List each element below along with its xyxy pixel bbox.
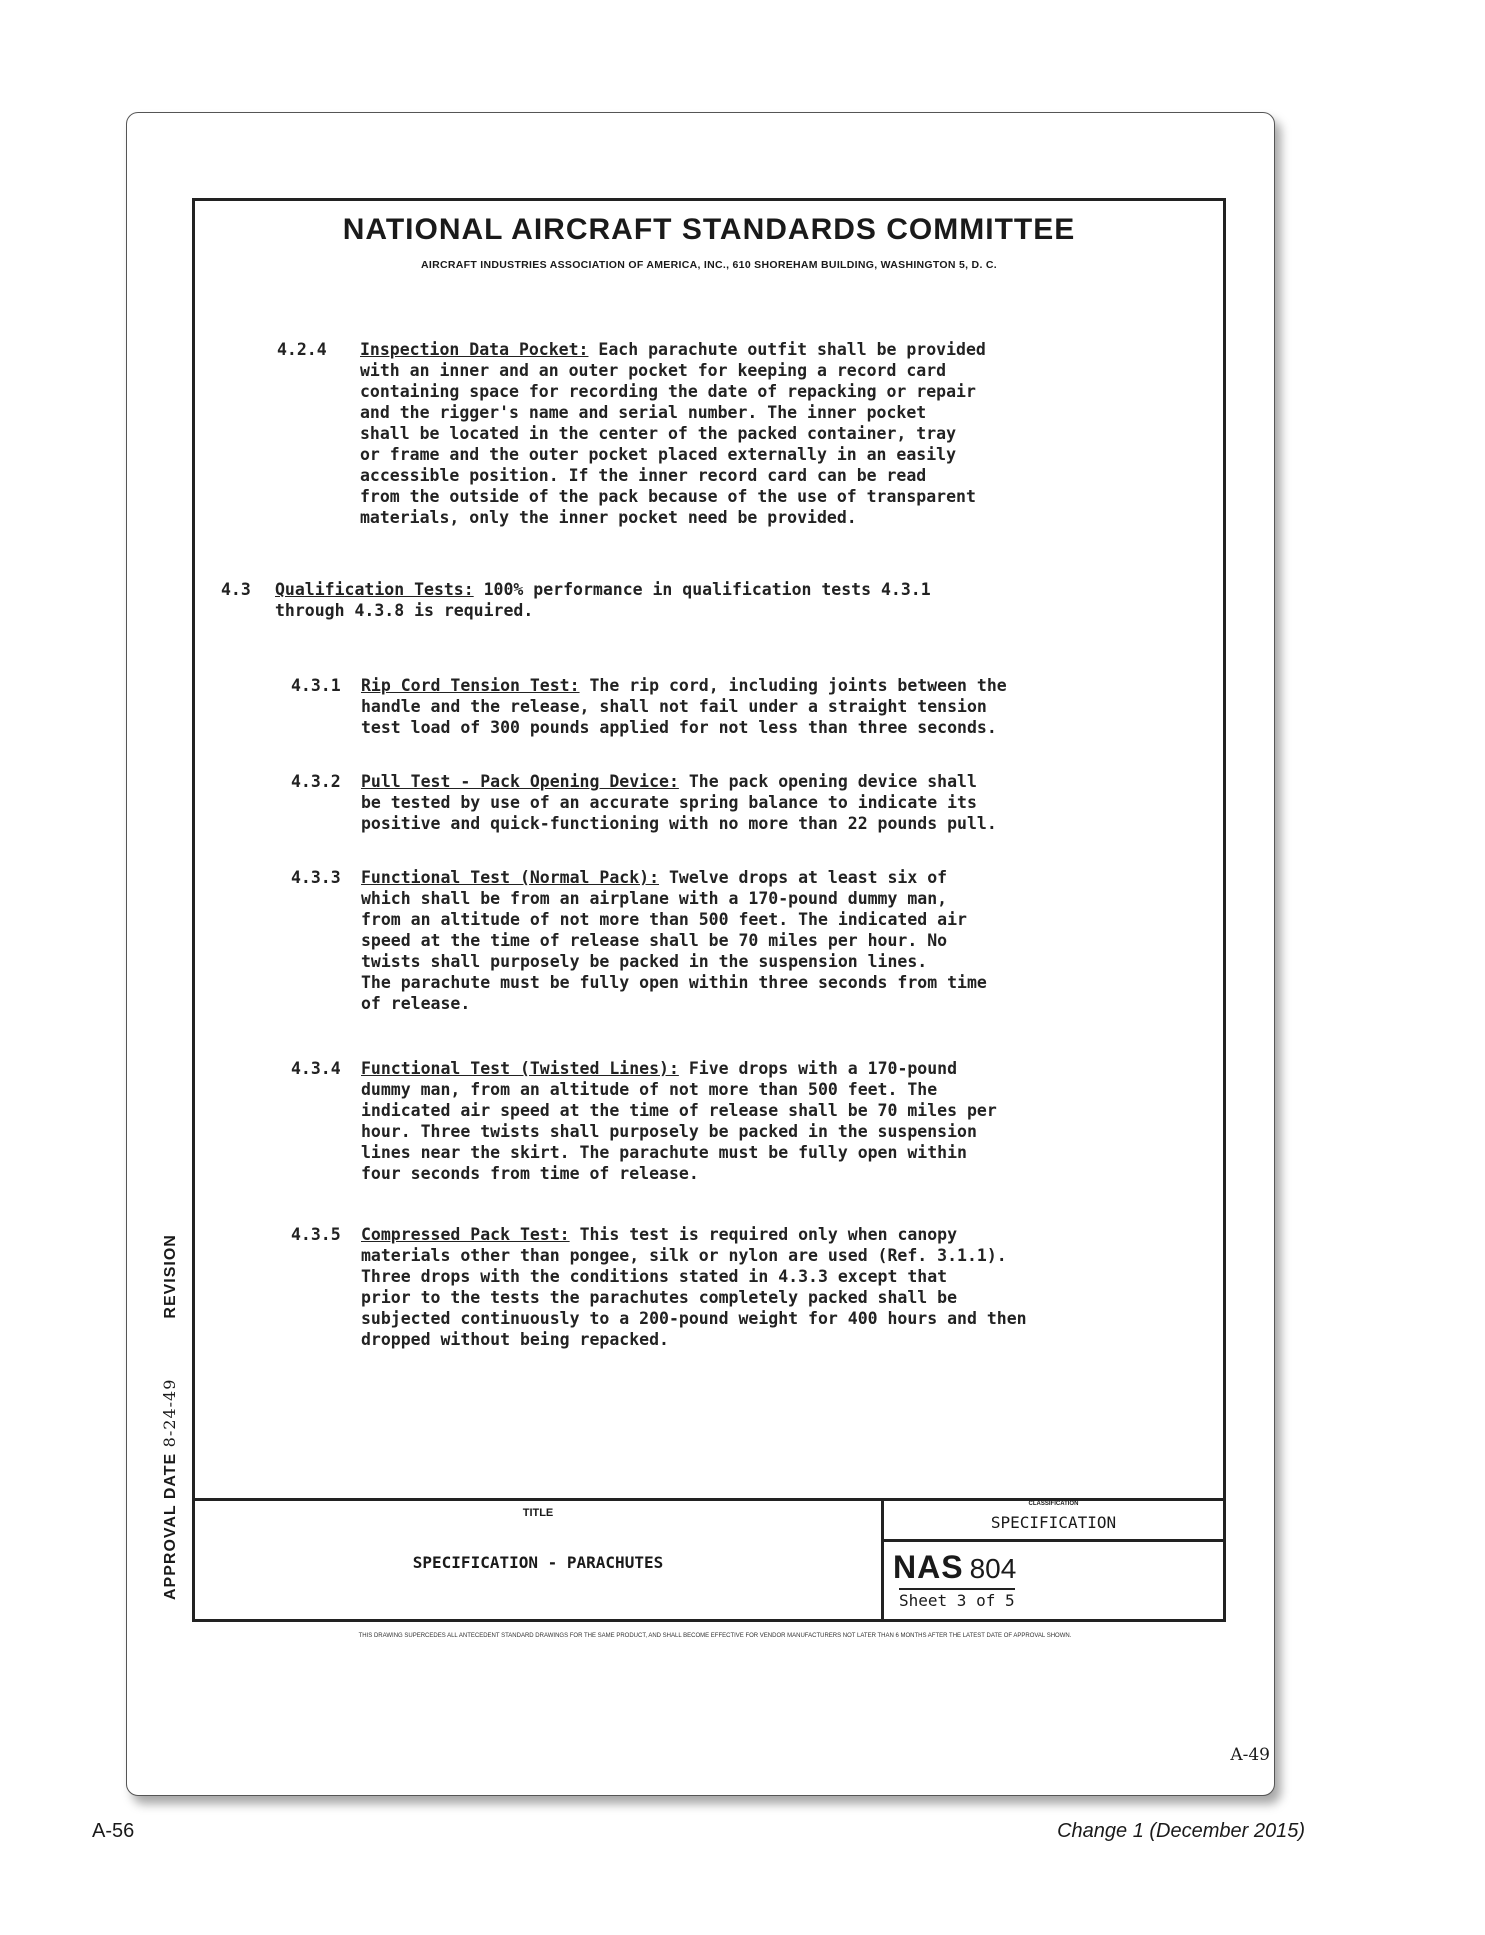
section-heading: Rip Cord Tension Test: xyxy=(361,676,580,695)
standard-sheet xyxy=(192,198,1226,1622)
classification-value: SPECIFICATION xyxy=(990,1513,1117,1532)
change-note: Change 1 (December 2015) xyxy=(1057,1820,1305,1842)
nas-number xyxy=(893,1549,1016,1586)
title-value: SPECIFICATION - PARACHUTES xyxy=(412,1553,664,1572)
nas-prefix: NAS xyxy=(893,1549,964,1585)
section-text: The rip cord, including joints between the handle and the release, shall not fail under a straight tension test load of 300 pounds applied for not less than three seconds. xyxy=(361,676,1007,737)
classification-label: CLASSIFICATION xyxy=(1028,1501,1079,1507)
section-heading: Pull Test - Pack Opening Device: xyxy=(361,772,679,791)
section-number: 4.3.5 xyxy=(291,1225,341,1244)
nas-digits: 804 xyxy=(969,1553,1017,1584)
section-heading: Functional Test (Twisted Lines): xyxy=(361,1059,679,1078)
approval-date: 8-24-49 xyxy=(160,1378,179,1448)
outer-page-number: A-56 xyxy=(92,1820,135,1842)
title-block xyxy=(195,1498,1223,1619)
section-number: 4.3.2 xyxy=(291,772,341,791)
approval-date-label: APPROVAL DATE xyxy=(162,1452,179,1600)
association-address: AIRCRAFT INDUSTRIES ASSOCIATION OF AMERICA, INC., 610 SHOREHAM BUILDING, WASHINGTON 5, D. C. xyxy=(421,259,997,271)
section-number: 4.3 xyxy=(221,580,251,599)
section-text: 100% performance in qualification tests 4.3.1 through 4.3.8 is required. xyxy=(275,580,931,620)
revision-label: REVISION xyxy=(162,1234,179,1319)
supersede-note: THIS DRAWING SUPERCEDES ALL ANTECEDENT STANDARD DRAWINGS FOR THE SAME PRODUCT, AND SHALL BECOME EFFECTIVE FOR VENDOR MANUFACTURERS NOT LATER THAN 6 MONTHS AFTER THE LATEST DATE OF APPROVAL SHOWN. xyxy=(358,1633,1072,1639)
title-cell xyxy=(195,1501,884,1619)
sheet-count: Sheet 3 of 5 xyxy=(899,1588,1015,1610)
section-4-3-4 xyxy=(291,1058,1221,1188)
section-4-2-4 xyxy=(277,339,1217,539)
title-label: TITLE xyxy=(522,1507,554,1519)
classification-divider xyxy=(881,1539,1226,1542)
section-text: Twelve drops at least six of which shall be from an airplane with a 170-pound dummy man, from an altitude of not more than 500 feet. The indicated air speed at the time of release shall be 70 miles per hour. No twists shall purposely be packed in the suspension lines. The parachute must be fully open within three seconds from time of release. xyxy=(361,868,987,1013)
section-heading: Functional Test (Normal Pack): xyxy=(361,868,660,887)
section-4-3-5 xyxy=(291,1224,1221,1354)
section-heading: Qualification Tests: xyxy=(275,580,474,599)
section-4-3-1 xyxy=(291,675,1221,741)
side-margin-label xyxy=(160,1234,180,1600)
section-number: 4.3.1 xyxy=(291,676,341,695)
section-heading: Compressed Pack Test: xyxy=(361,1225,570,1244)
inner-page-number: A-49 xyxy=(1230,1745,1270,1765)
section-text: Each parachute outfit shall be provided with an inner and an outer pocket for keeping a record card containing space for recording the date of repacking or repair and the rigger's name and serial number. The inner pocket shall be located in the center of the packed container, tray or frame and the outer pocket placed externally in an easily accessible position. If the inner record card can be read from the outside of the pack because of the use of transparent materials, only the inner pocket need be provided. xyxy=(360,340,986,527)
section-number: 4.3.3 xyxy=(291,868,341,887)
section-4-3 xyxy=(221,579,1201,624)
section-4-3-2 xyxy=(291,771,1221,837)
section-heading: Inspection Data Pocket: xyxy=(360,340,589,359)
section-4-3-3 xyxy=(291,867,1221,1017)
section-number: 4.2.4 xyxy=(277,340,327,359)
section-text: This test is required only when canopy materials other than pongee, silk or nylon are used (Ref. 3.1.1). Three drops with the conditions stated in 4.3.3 except that prior to the tests the parachutes completely packed shall be subjected continuously to a 200-pound weight for 400 hours and then dropped without being repacked. xyxy=(361,1225,1027,1349)
section-text: The pack opening device shall be tested by use of an accurate spring balance to indicate its positive and quick-functioning with no more than 22 pounds pull. xyxy=(361,772,997,833)
committee-title: NATIONAL AIRCRAFT STANDARDS COMMITTEE xyxy=(342,213,1076,246)
section-number: 4.3.4 xyxy=(291,1059,341,1078)
section-text: Five drops with a 170-pound dummy man, from an altitude of not more than 500 feet. The indicated air speed at the time of release shall be 70 miles per hour. Three twists shall purposely be packed in the suspension lines near the skirt. The parachute must be fully open within four seconds from time of release. xyxy=(361,1059,997,1183)
